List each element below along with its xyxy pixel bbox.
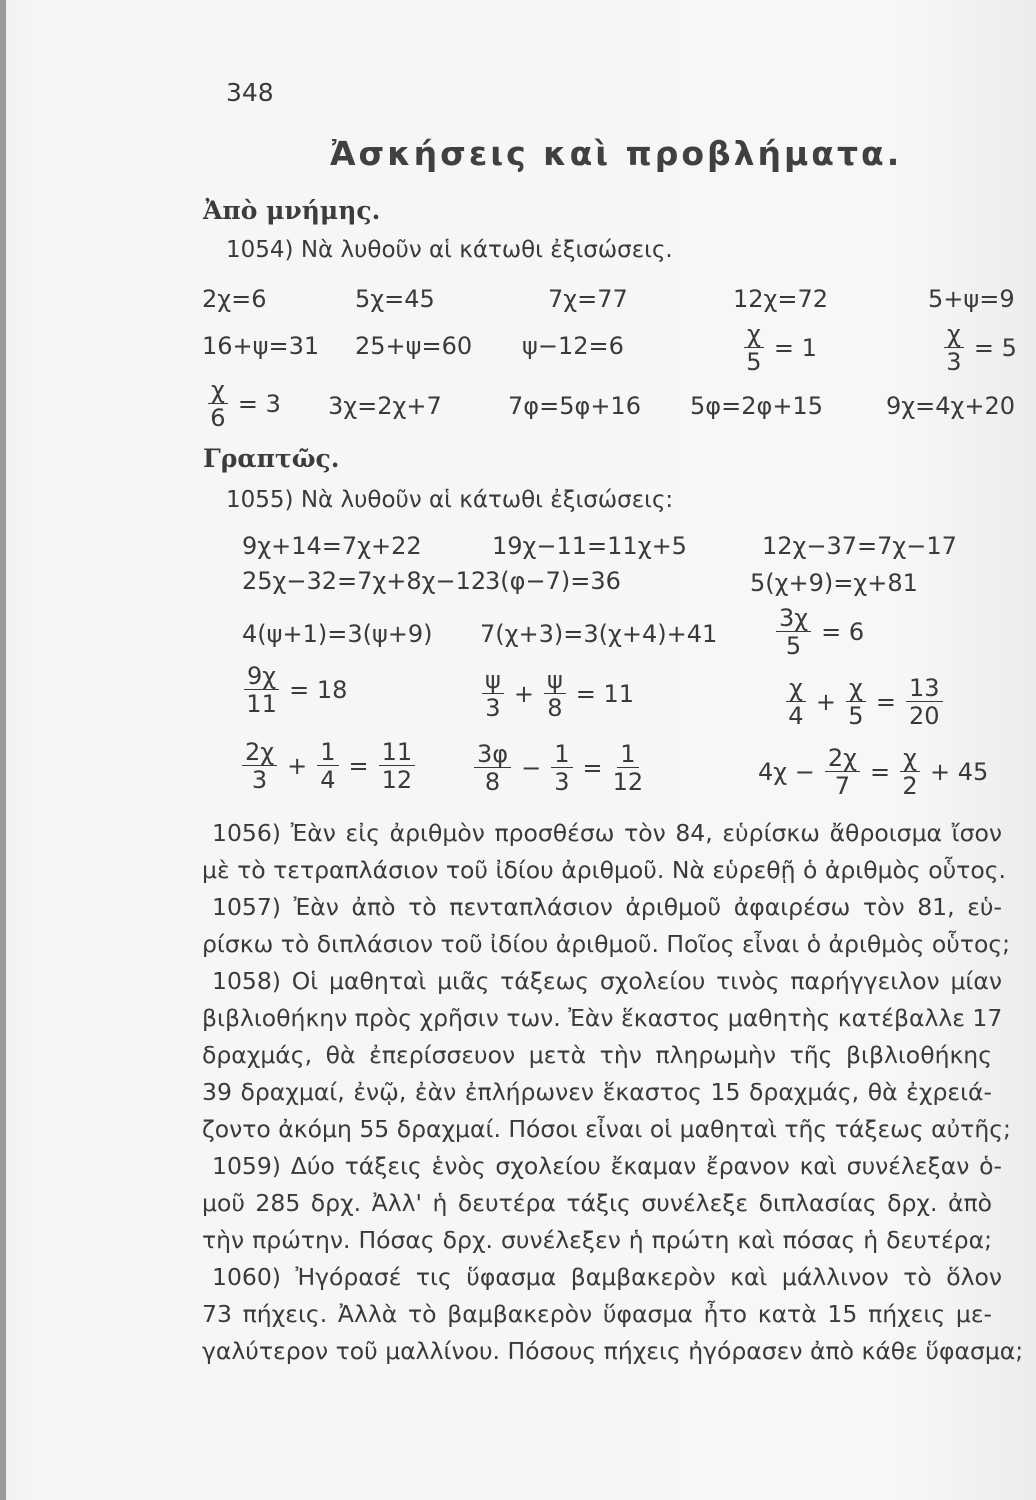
equation: 7χ=77 xyxy=(548,285,628,313)
equation: $\frac{3\chi}{5}$ = 6 xyxy=(772,606,864,658)
oral-heading: Ἀπὸ μνήμης. xyxy=(203,196,381,225)
equation: 25+ψ=60 xyxy=(355,332,473,360)
equation: $\frac{3\varphi}{8}$ − $\frac{1}{3}$ = $\frac{1}{12}$ xyxy=(470,742,647,794)
equation: 7φ=5φ+16 xyxy=(508,392,641,420)
exercise-1054: 1054) Νὰ λυθοῦν αἱ κάτωθι ἐξισώσεις. xyxy=(226,237,673,263)
equation: 3(φ−7)=36 xyxy=(485,567,621,595)
problem-line: ρίσκω τὸ διπλάσιον τοῦ ἰδίου ἀριθμοῦ. Ποῖος εἶναι ὁ ἀριθμὸς οὗτος; xyxy=(202,930,1011,958)
equation: $\frac{\chi}{5}$ = 1 xyxy=(740,322,817,374)
problem-line: 1056) Ἐὰν εἰς ἀριθμὸν προσθέσω τὸν 84, εὑρίσκω ἄθροισμα ἴσον xyxy=(212,819,1002,847)
equation: 5+ψ=9 xyxy=(928,285,1015,313)
problem-line: 1058) Οἱ μαθηταὶ μιᾶς τάξεως σχολείου τινὸς παρήγγειλον μίαν xyxy=(212,967,1002,995)
equation: 25χ−32=7χ+8χ−12 xyxy=(242,567,487,595)
page-number: 348 xyxy=(226,78,274,107)
equation: 19χ−11=11χ+5 xyxy=(492,532,687,560)
equation: 16+ψ=31 xyxy=(202,332,320,360)
equation: $\frac{9\chi}{11}$ = 18 xyxy=(240,664,347,716)
equation: 5(χ+9)=χ+81 xyxy=(750,569,918,597)
problem-line: 1059) Δύο τάξεις ἑνὸς σχολείου ἔκαμαν ἔρανον καὶ συνέλεξαν ὁ- xyxy=(212,1152,1002,1180)
problem-line: 73 πήχεις. Ἀλλὰ τὸ βαμβακερὸν ὕφασμα ἦτο κατὰ 15 πήχεις με- xyxy=(202,1300,992,1328)
written-heading: Γραπτῶς. xyxy=(203,444,340,473)
equation: 12χ=72 xyxy=(733,285,829,313)
equation: 4(ψ+1)=3(ψ+9) xyxy=(242,620,433,648)
equation: 5φ=2φ+15 xyxy=(690,392,823,420)
problem-line: ζοντο ἀκόμη 55 δραχμαί. Πόσοι εἶναι οἱ μαθηταὶ τῆς τάξεως αὐτῆς; xyxy=(202,1115,1011,1143)
problem-line: 1057) Ἐὰν ἀπὸ τὸ πενταπλάσιον ἀριθμοῦ ἀφαιρέσω τὸν 81, εὑ- xyxy=(212,893,1002,921)
equation: 9χ=4χ+20 xyxy=(886,392,1016,420)
equation: 4χ − $\frac{2\chi}{7}$ = $\frac{\chi}{2}$ + 45 xyxy=(758,744,989,800)
problem-line: γαλύτερον τοῦ μαλλίνου. Πόσους πήχεις ἠγόρασεν ἀπὸ κάθε ὕφασμα; xyxy=(202,1337,1024,1365)
problem-line: τὴν πρώτην. Πόσας δρχ. συνέλεξεν ἡ πρώτη καὶ πόσας ἡ δευτέρα; xyxy=(202,1226,992,1254)
page-binding-edge xyxy=(0,0,6,1500)
equation: 12χ−37=7χ−17 xyxy=(762,532,957,560)
equation: 7(χ+3)=3(χ+4)+41 xyxy=(480,620,718,648)
problem-line: 39 δραχμαί, ἐνῷ, ἐὰν ἐπλήρωνεν ἕκαστος 15 δραχμάς, θὰ ἐχρειά- xyxy=(202,1078,992,1106)
problem-line: μὲ τὸ τετραπλάσιον τοῦ ἰδίου ἀριθμοῦ. Νὰ εὑρεθῇ ὁ ἀριθμὸς οὗτος. xyxy=(202,856,1006,884)
section-title: Ἀσκήσεις καὶ προβλήματα. xyxy=(330,134,903,173)
equation: $\frac{\psi}{3}$ + $\frac{\psi}{8}$ = 11 xyxy=(478,668,634,720)
equation: 2χ=6 xyxy=(202,285,267,313)
exercise-1055: 1055) Νὰ λυθοῦν αἱ κάτωθι ἐξισώσεις: xyxy=(226,487,674,513)
equation: $\frac{2\chi}{3}$ + $\frac{1}{4}$ = $\frac{11}{12}$ xyxy=(238,740,419,792)
problem-line: δραχμάς, θὰ ἐπερίσσευον μετὰ τὴν πληρωμὴν τῆς βιβλιοθήκης xyxy=(202,1041,992,1069)
equation: 9χ+14=7χ+22 xyxy=(242,532,422,560)
equation: ψ−12=6 xyxy=(522,332,624,360)
equation: $\frac{\chi}{3}$ = 5 xyxy=(940,322,1017,374)
equation: 5χ=45 xyxy=(355,285,435,313)
equation: $\frac{\chi}{4}$ + $\frac{\chi}{5}$ = $\frac{13}{20}$ xyxy=(782,676,947,728)
equation: 3χ=2χ+7 xyxy=(328,392,442,420)
problem-line: 1060) Ἠγόρασέ τις ὕφασμα βαμβακερὸν καὶ μάλλινον τὸ ὅλον xyxy=(212,1263,1002,1291)
problem-line: μοῦ 285 δρχ. Ἀλλ' ἡ δευτέρα τάξις συνέλεξε διπλασίας δρχ. ἀπὸ xyxy=(202,1189,992,1217)
equation: $\frac{\chi}{6}$ = 3 xyxy=(204,378,281,430)
problem-line: βιβλιοθήκην πρὸς χρῆσιν των. Ἐὰν ἕκαστος μαθητὴς κατέβαλλε 17 xyxy=(202,1004,1003,1032)
